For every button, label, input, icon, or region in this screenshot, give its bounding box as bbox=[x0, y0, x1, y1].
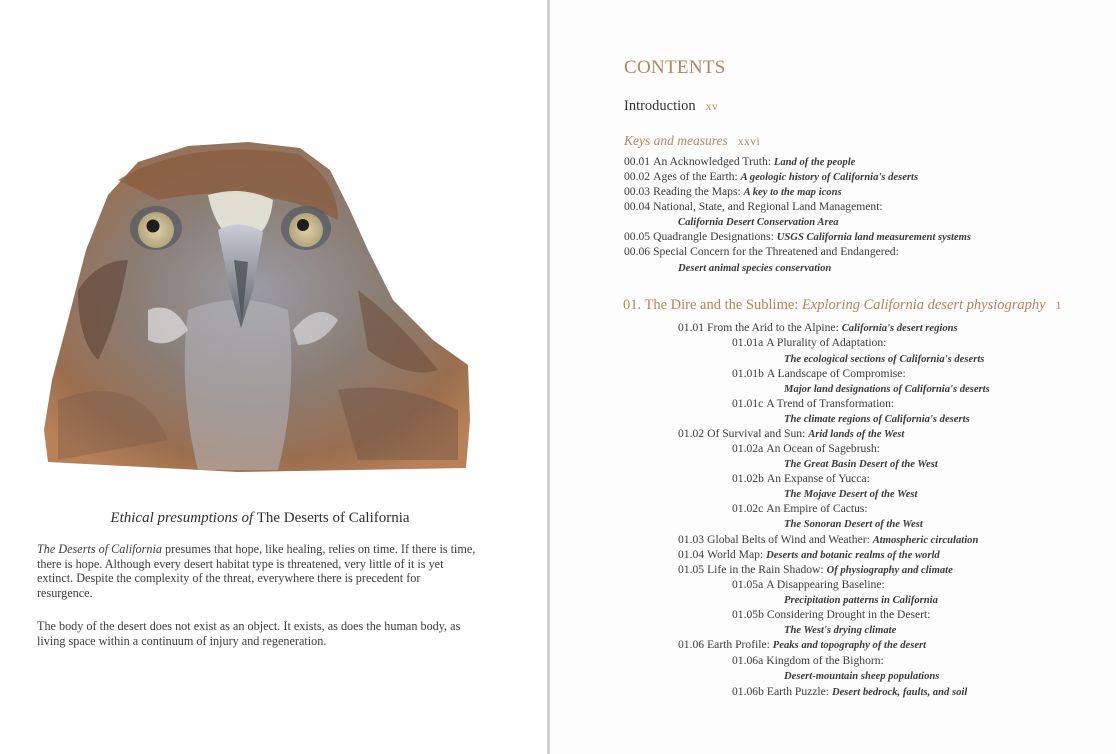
toc-entry-00-02[interactable] bbox=[624, 170, 918, 185]
chapter-title: The Dire and the Sublime: bbox=[644, 297, 799, 313]
toc-entry-01-05b-subtitle[interactable] bbox=[784, 623, 896, 638]
chapter-number: 01. bbox=[623, 297, 642, 313]
entry-title: National, State, and Regional Land Management: bbox=[653, 200, 883, 213]
toc-entry-01-03[interactable] bbox=[678, 533, 978, 548]
entry-title: Earth Profile: bbox=[707, 638, 770, 651]
entry-title: A Disappearing Baseline: bbox=[766, 578, 885, 591]
toc-entry-01-01b-subtitle[interactable] bbox=[784, 382, 990, 397]
entry-subtitle: A key to the map icons bbox=[743, 187, 842, 198]
toc-entry-01-05a[interactable] bbox=[732, 578, 885, 592]
hawk-head-image bbox=[38, 140, 472, 472]
contents-heading: CONTENTS bbox=[624, 57, 726, 78]
caption-italic: Ethical presumptions of bbox=[110, 510, 254, 526]
book-title-italic: The Deserts of California bbox=[37, 542, 162, 556]
entry-title: From the Arid to the Alpine: bbox=[707, 321, 839, 334]
toc-introduction[interactable] bbox=[624, 98, 718, 115]
chapter-subtitle: Exploring California desert physiography bbox=[801, 297, 1046, 313]
entry-subtitle: Major land designations of California's deserts bbox=[784, 384, 990, 395]
entry-title: An Ocean of Sagebrush: bbox=[766, 442, 880, 455]
entry-title: An Expanse of Yucca: bbox=[766, 472, 870, 485]
entry-subtitle: The West's drying climate bbox=[784, 625, 897, 636]
toc-entry-01-02a[interactable] bbox=[732, 442, 880, 456]
entry-number: 01.06 bbox=[678, 638, 705, 651]
entry-number: 01.02c bbox=[732, 502, 764, 515]
entry-title: Earth Puzzle: bbox=[766, 685, 830, 698]
entry-title: Kingdom of the Bighorn: bbox=[766, 654, 884, 667]
entry-number: 00.06 bbox=[624, 245, 651, 258]
entry-number: 01.03 bbox=[678, 533, 705, 546]
toc-entry-01-06b[interactable] bbox=[732, 685, 967, 700]
toc-keys-page: xxvi bbox=[737, 136, 761, 148]
entry-title: World Map: bbox=[707, 548, 764, 561]
entry-number: 01.04 bbox=[678, 548, 705, 561]
toc-entry-00-05[interactable] bbox=[624, 230, 971, 245]
entry-number: 01.06b bbox=[732, 685, 764, 698]
entry-title: Considering Drought in the Desert: bbox=[766, 608, 931, 621]
entry-title: Reading the Maps: bbox=[653, 185, 741, 198]
entry-number: 01.01a bbox=[732, 336, 764, 349]
toc-entry-01-05[interactable] bbox=[678, 563, 953, 578]
toc-entry-01-02c[interactable] bbox=[732, 502, 868, 516]
entry-number: 01.05 bbox=[678, 563, 705, 576]
entry-title: Ages of the Earth: bbox=[653, 170, 738, 183]
toc-entry-01-06a-subtitle[interactable] bbox=[784, 669, 939, 684]
toc-entry-00-04-subtitle[interactable] bbox=[678, 215, 839, 230]
entry-subtitle: Precipitation patterns in California bbox=[784, 595, 938, 606]
toc-entry-01-05a-subtitle[interactable] bbox=[784, 593, 938, 608]
entry-number: 01.02 bbox=[678, 427, 705, 440]
entry-subtitle: Atmospheric circulation bbox=[872, 535, 979, 546]
entry-subtitle: Desert animal species conservation bbox=[678, 263, 832, 274]
toc-introduction-label: Introduction bbox=[624, 98, 696, 114]
toc-keys-and-measures[interactable] bbox=[624, 133, 760, 149]
entry-subtitle: The Mojave Desert of the West bbox=[784, 489, 918, 500]
entry-title: Life in the Rain Shadow: bbox=[707, 563, 824, 576]
entry-number: 01.01b bbox=[732, 367, 764, 380]
entry-subtitle: USGS California land measurement systems bbox=[776, 232, 971, 243]
paragraph-text: The body of the desert does not exist as an object. It exists, as does the human body, as living space within a continuum of injury and regeneration. bbox=[37, 619, 461, 648]
toc-entry-01-01c[interactable] bbox=[732, 397, 894, 411]
entry-subtitle: Peaks and topography of the desert bbox=[772, 640, 927, 651]
ethics-paragraph-2 bbox=[37, 619, 477, 648]
toc-entry-01-02a-subtitle[interactable] bbox=[784, 457, 938, 472]
entry-subtitle: A geologic history of California's deserts bbox=[740, 172, 919, 183]
entry-number: 01.02a bbox=[732, 442, 764, 455]
entry-subtitle: California Desert Conservation Area bbox=[678, 217, 839, 228]
toc-chapter-01[interactable] bbox=[623, 297, 1062, 314]
toc-keys-label: Keys and measures bbox=[624, 133, 728, 148]
entry-number: 00.01 bbox=[624, 155, 651, 168]
entry-number: 00.05 bbox=[624, 230, 651, 243]
entry-title: A Plurality of Adaptation: bbox=[766, 336, 887, 349]
toc-entry-01-01c-subtitle[interactable] bbox=[784, 412, 970, 427]
toc-entry-01-02b-subtitle[interactable] bbox=[784, 487, 917, 502]
toc-entry-01-06[interactable] bbox=[678, 638, 926, 653]
entry-subtitle: Desert bedrock, faults, and soil bbox=[831, 687, 968, 698]
toc-entry-00-04[interactable] bbox=[624, 200, 883, 214]
toc-entry-01-05b[interactable] bbox=[732, 608, 930, 622]
entry-subtitle: Deserts and botanic realms of the world bbox=[766, 550, 940, 561]
entry-title: Global Belts of Wind and Weather: bbox=[707, 533, 870, 546]
entry-subtitle: Land of the people bbox=[773, 157, 856, 168]
toc-entry-01-01[interactable] bbox=[678, 321, 958, 336]
toc-introduction-page: xv bbox=[705, 101, 719, 113]
entry-number: 01.01 bbox=[678, 321, 705, 334]
hawk-watercolor-illustration bbox=[38, 140, 472, 472]
entry-number: 01.05b bbox=[732, 608, 764, 621]
toc-entry-00-03[interactable] bbox=[624, 185, 842, 200]
chapter-page-number: 1 bbox=[1055, 300, 1062, 312]
toc-entry-01-01a[interactable] bbox=[732, 336, 886, 350]
paragraph-text: presumes that hope, like healing, relies on time. If there is time, there is hope. Although every desert habitat type is threatened, very little of it is yet extinct. Despite the complexity of the threat, everywhere there is precedent for resurgence. bbox=[37, 542, 476, 600]
toc-entry-01-01a-subtitle[interactable] bbox=[784, 352, 984, 367]
entry-subtitle: The Great Basin Desert of the West bbox=[784, 459, 938, 470]
illustration-caption bbox=[30, 510, 490, 527]
toc-entry-01-02[interactable] bbox=[678, 427, 904, 442]
entry-number: 00.03 bbox=[624, 185, 651, 198]
entry-number: 01.01c bbox=[732, 397, 764, 410]
entry-number: 01.02b bbox=[732, 472, 764, 485]
entry-subtitle: The Sonoran Desert of the West bbox=[784, 519, 923, 530]
entry-number: 01.05a bbox=[732, 578, 764, 591]
entry-title: Of Survival and Sun: bbox=[707, 427, 806, 440]
entry-title: An Empire of Cactus: bbox=[766, 502, 868, 515]
caption-book-title: The Deserts of California bbox=[256, 510, 410, 526]
entry-subtitle: The ecological sections of California's deserts bbox=[784, 354, 985, 365]
entry-number: 00.04 bbox=[624, 200, 651, 213]
toc-entry-01-06a[interactable] bbox=[732, 654, 884, 668]
entry-title: Special Concern for the Threatened and Endangered: bbox=[653, 245, 899, 258]
toc-entry-01-01b[interactable] bbox=[732, 367, 906, 381]
entry-subtitle: Desert-mountain sheep populations bbox=[784, 671, 940, 682]
toc-entry-01-04[interactable] bbox=[678, 548, 940, 563]
entry-subtitle: The climate regions of California's deserts bbox=[784, 414, 970, 425]
entry-title: A Landscape of Compromise: bbox=[766, 367, 906, 380]
toc-entry-00-01[interactable] bbox=[624, 155, 855, 170]
entry-subtitle: California's desert regions bbox=[841, 323, 958, 334]
toc-entry-00-06-subtitle[interactable] bbox=[678, 261, 831, 276]
entry-number: 00.02 bbox=[624, 170, 651, 183]
toc-entry-01-02c-subtitle[interactable] bbox=[784, 517, 923, 532]
ethics-paragraph-1 bbox=[37, 542, 477, 600]
entry-subtitle: Of physiography and climate bbox=[826, 565, 953, 576]
left-page bbox=[0, 0, 547, 754]
entry-number: 01.06a bbox=[732, 654, 764, 667]
entry-title: Quadrangle Designations: bbox=[653, 230, 774, 243]
entry-title: An Acknowledged Truth: bbox=[653, 155, 771, 168]
toc-entry-01-02b[interactable] bbox=[732, 472, 870, 486]
entry-title: A Trend of Transformation: bbox=[766, 397, 895, 410]
toc-entry-00-06[interactable] bbox=[624, 245, 899, 259]
entry-subtitle: Arid lands of the West bbox=[808, 429, 905, 440]
